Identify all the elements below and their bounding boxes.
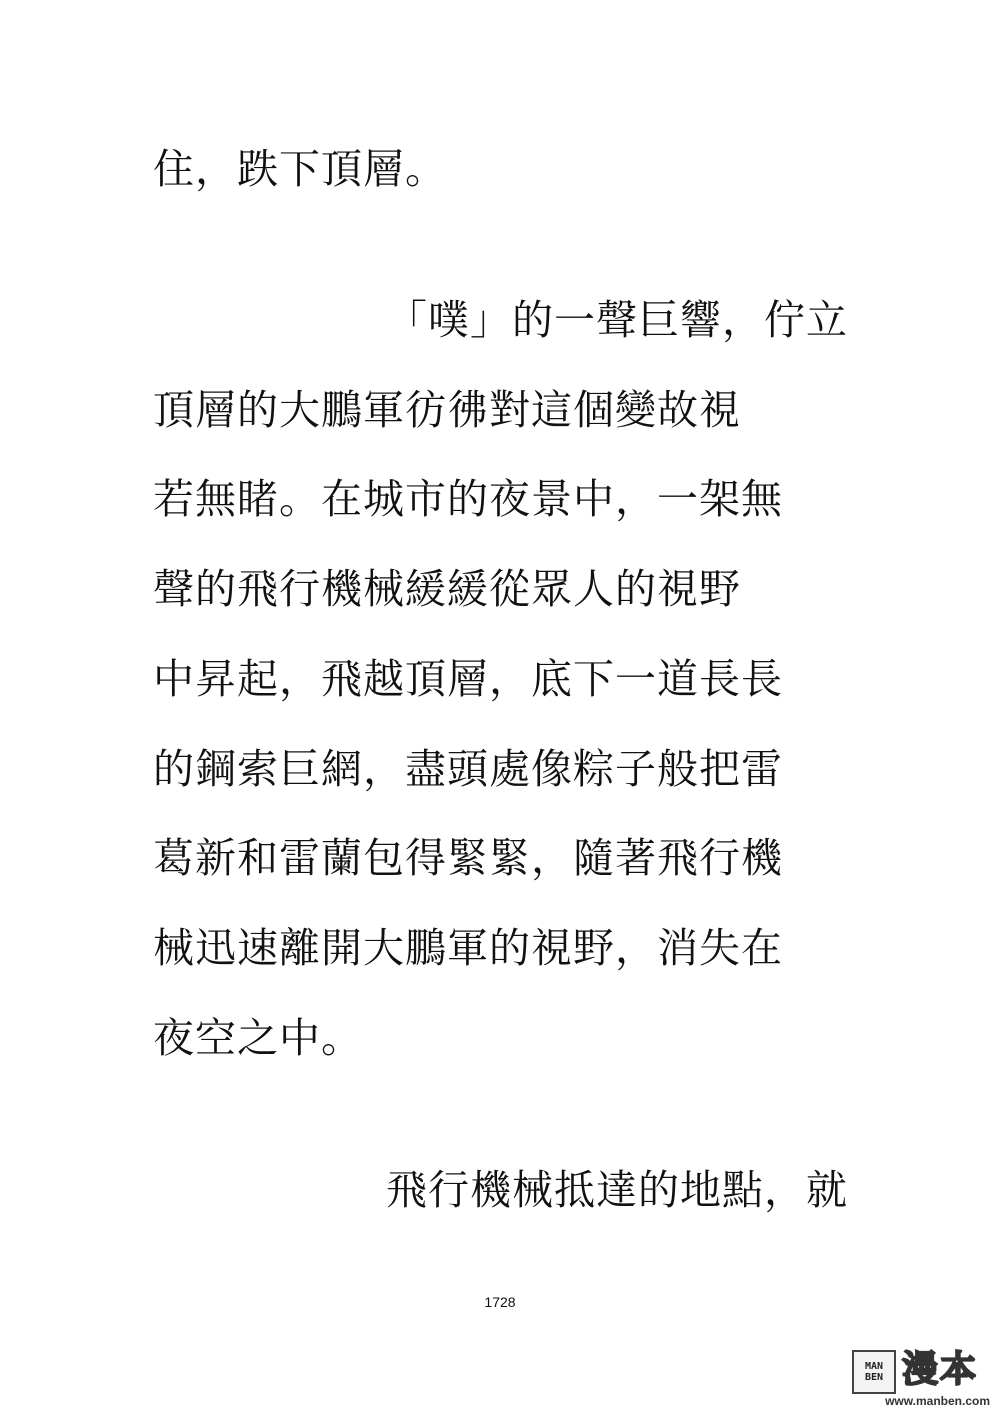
text-line-6: 中昇起，飛越頂層，底下一道長長 xyxy=(153,655,783,703)
watermark-logo-bottom: BEN xyxy=(864,1372,884,1383)
watermark xyxy=(852,1350,990,1408)
watermark-logo-top: MAN xyxy=(864,1361,884,1372)
page-number: 1728 xyxy=(484,1294,516,1310)
watermark-logo-icon xyxy=(852,1350,896,1394)
text-line-8: 葛新和雷蘭包得緊緊，隨著飛行機 xyxy=(153,834,783,882)
text-line-10: 夜空之中。 xyxy=(153,1014,363,1062)
text-line-11: 飛行機械抵達的地點，就 xyxy=(386,1166,848,1214)
text-line-9: 械迅速離開大鵬軍的視野，消失在 xyxy=(153,924,783,972)
text-line-5: 聲的飛行機械緩緩從眾人的視野 xyxy=(153,565,741,613)
watermark-url: www.manben.com xyxy=(885,1394,990,1408)
text-line-1: 住，跌下頂層。 xyxy=(153,145,447,193)
text-line-4: 若無睹。在城市的夜景中，一架無 xyxy=(153,475,783,523)
text-line-3: 頂層的大鵬軍彷彿對這個變故視 xyxy=(153,386,741,434)
watermark-brand: 漫本 xyxy=(902,1349,979,1390)
text-line-2: 「噗」的一聲巨響，佇立 xyxy=(386,296,848,344)
text-line-7: 的鋼索巨網，盡頭處像粽子般把雷 xyxy=(153,745,783,793)
